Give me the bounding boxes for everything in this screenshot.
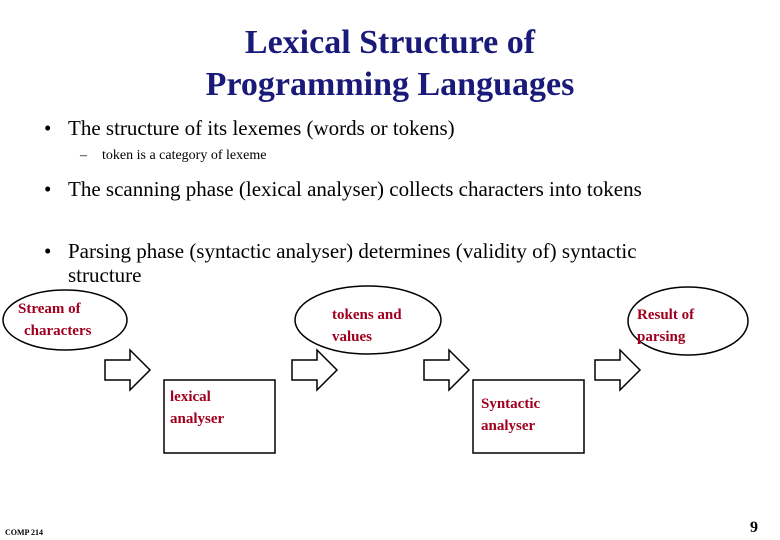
ellipse-tokens-label: tokens and values: [332, 307, 402, 345]
arrow-2: [292, 350, 337, 390]
arrow-4: [595, 350, 640, 390]
bullet-1-text: The structure of its lexemes (words or tokens): [68, 116, 455, 140]
ellipse-result-label: Result of parsing: [637, 307, 695, 345]
bullet-2-text: The scanning phase (lexical analyser) collects characters into tokens: [68, 177, 642, 201]
title-line-1: Lexical Structure of: [244, 24, 536, 61]
bullet-dot: •: [44, 116, 52, 140]
ellipse-stream-label: Stream of characters: [18, 301, 92, 339]
dash-symbol: –: [80, 148, 87, 163]
arrow-1: [105, 350, 150, 390]
bullet-dot: •: [44, 239, 52, 263]
bullet-3-text: Parsing phase (syntactic analyser) determines (validity of) syntactic structure: [68, 239, 637, 287]
sub-bullet-text: token is a category of lexeme: [102, 148, 267, 163]
box-lexical-label: lexical analyser: [170, 389, 225, 427]
page-number: 9: [750, 519, 758, 536]
box-syntactic-label: Syntactic analyser: [481, 396, 541, 434]
bullet-dot: •: [44, 177, 52, 201]
arrow-3: [424, 350, 469, 390]
title-line-2: Programming Languages: [205, 66, 575, 103]
footer-course-code: COMP 214: [5, 528, 43, 537]
